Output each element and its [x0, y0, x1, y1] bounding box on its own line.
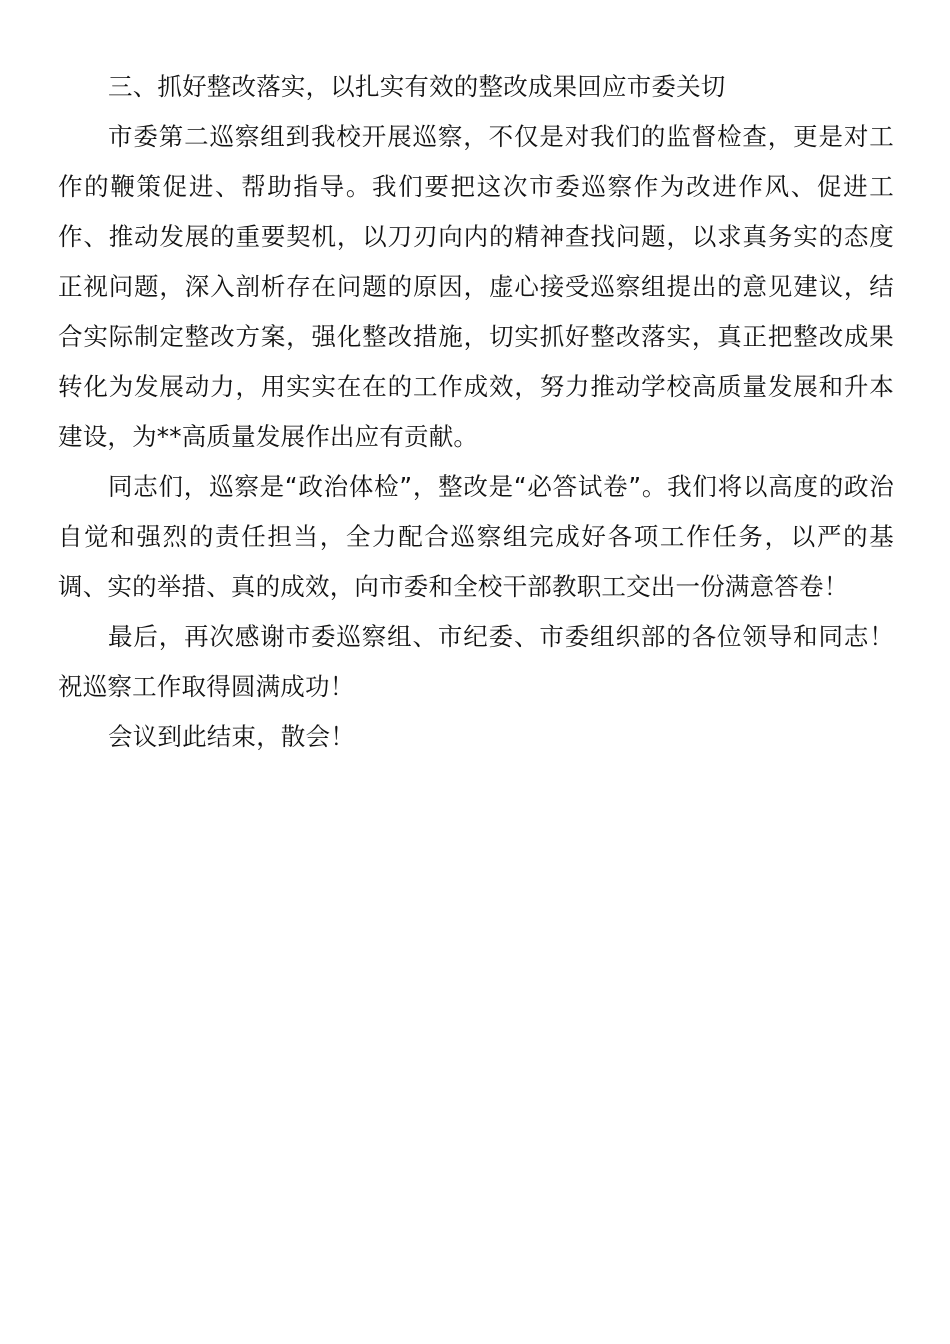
section-heading: 三、抓好整改落实，以扎实有效的整改成果回应市委关切 [108, 72, 726, 101]
paragraph-inspection-significance: 市委第二巡察组到我校开展巡察，不仅是对我们的监督检查，更是对工作的鞭策促进、帮助指导。我们要把这次市委巡察作为改进作风、促进工作、推动发展的重要契机，以刀刃向内的精神查找问题，以求真务实的态度正视问题，深入剖析存在问题的原因，虚心接受巡察组提出的意见建议，结合实际制定整改方案，强化整改措施，切实抓好整改落实，真正把整改成果转化为发展动力，用实实在在的工作成效，努力推动学校高质量发展和升本建设，为**高质量发展作出应有贡献。 [58, 122, 894, 451]
paragraph-political-checkup: 同志们，巡察是“政治体检”，整改是“必答试卷”。我们将以高度的政治自觉和强烈的责任担当，全力配合巡察组完成好各项工作任务，以严的基调、实的举措、真的成效，向市委和全校干部教职工交出一份满意答卷！ [58, 472, 894, 601]
paragraph-meeting-close: 会议到此结束，散会！ [108, 722, 355, 751]
document-page [58, 62, 894, 762]
paragraph-thanks: 最后，再次感谢市委巡察组、市纪委、市委组织部的各位领导和同志！祝巡察工作取得圆满成功！ [58, 622, 894, 701]
